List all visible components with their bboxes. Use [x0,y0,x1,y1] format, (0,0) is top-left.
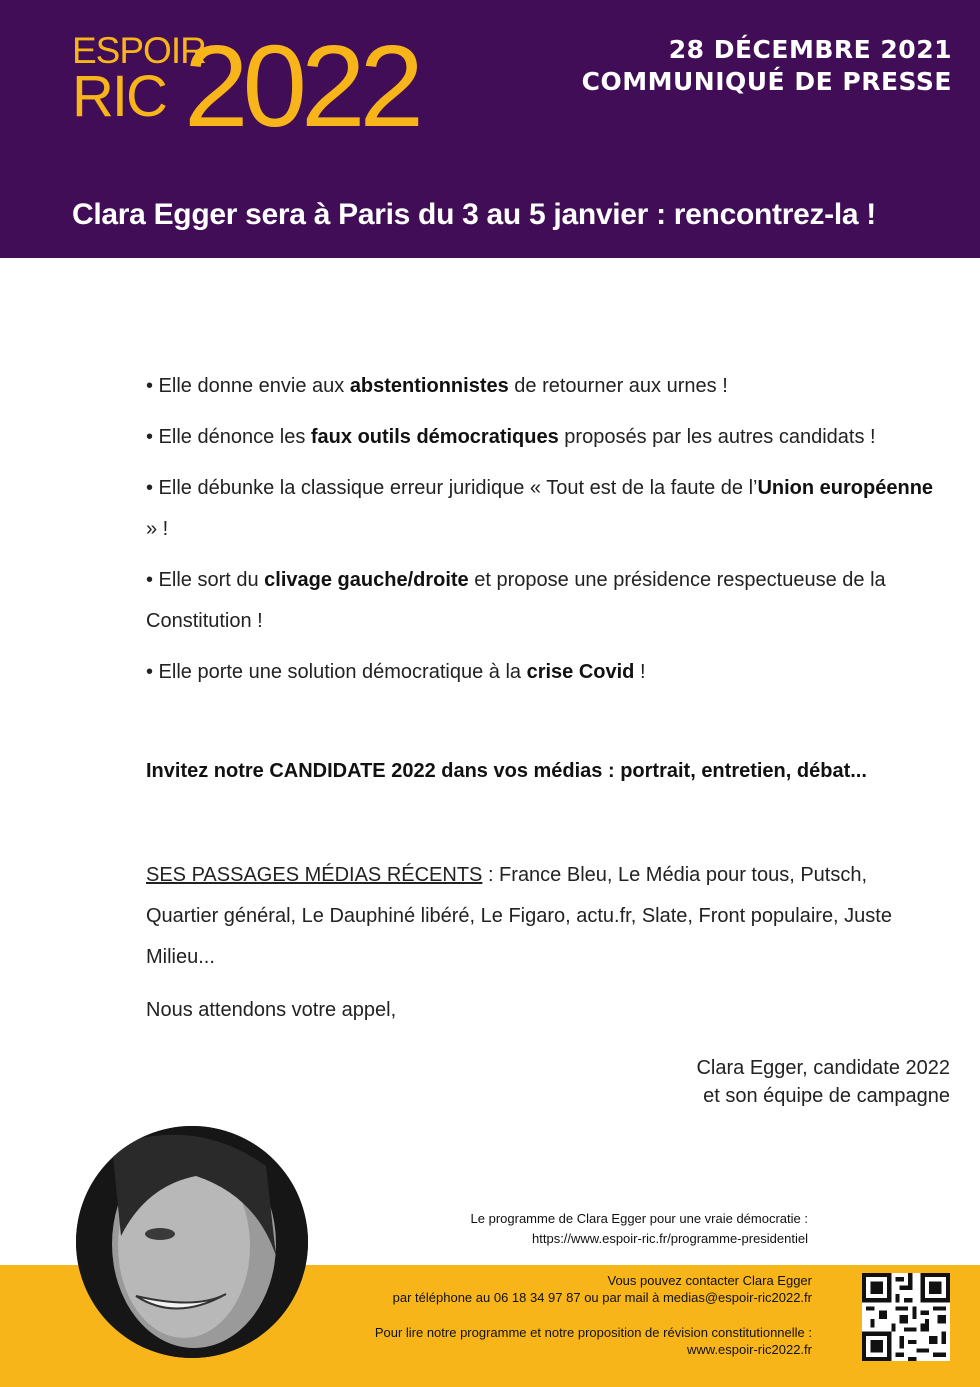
logo-espoir: ESPOIR [72,30,206,71]
read-text: Pour lire notre programme et notre proposition de révision constitutionnelle : [374,1325,812,1340]
bullet-item: • Elle dénonce les faux outils démocratiques proposés par les autres candidats ! [146,426,876,448]
program-info [471,1209,808,1249]
bullet-item: • Elle donne envie aux abstentionnistes de retourner aux urnes ! [146,375,728,397]
read-program-info [375,1324,812,1358]
recent-media-paragraph [146,855,936,978]
qr-code-icon[interactable] [862,1273,950,1361]
recent-media-label: SES PASSAGES MÉDIAS RÉCENTS [146,864,483,886]
header-banner [0,0,980,258]
contact-text: Vous pouvez contacter Clara Egger [607,1273,812,1288]
date-block [582,34,952,98]
release-date: 28 DÉCEMBRE 2021 [668,35,952,64]
bullet-item: • Elle porte une solution démocratique à la crise Covid ! [146,661,646,683]
bullet-item: • Elle débunke la classique erreur juridique « Tout est de la faute de l’Union européenne » ! [146,477,934,540]
bullet-item: • Elle sort du clivage gauche/droite et propose une présidence respectueuse de la Constitution ! [146,569,886,632]
logo-year: 2022 [184,21,419,151]
contact-details[interactable]: par téléphone au 06 18 34 97 87 ou par mail à medias@espoir-ric2022.fr [392,1290,812,1305]
read-url[interactable]: www.espoir-ric2022.fr [687,1342,812,1357]
headline: Clara Egger sera à Paris du 3 au 5 janvier : rencontrez-la ! [72,198,876,231]
document-type: COMMUNIQUÉ DE PRESSE [581,67,952,96]
program-text: Le programme de Clara Egger pour une vraie démocratie : [470,1211,808,1226]
logo-ric: RIC [72,64,166,129]
invitation-line: Invitez notre CANDIDATE 2022 dans vos médias : portrait, entretien, débat... [146,760,867,782]
bullet-list [146,366,946,703]
candidate-photo [76,1126,308,1358]
recent-media-list: : France Bleu, Le Média pour tous, Putsch, Quartier général, Le Dauphiné libéré, Le Figaro, actu.fr, Slate, Front populaire, Juste Milieu... [146,864,892,968]
signature [696,1054,950,1110]
program-url[interactable]: https://www.espoir-ric.fr/programme-presidentiel [532,1231,808,1246]
signature-line-2: et son équipe de campagne [703,1085,950,1107]
signature-line-1: Clara Egger, candidate 2022 [696,1057,950,1079]
contact-info [393,1272,812,1306]
closing-line: Nous attendons votre appel, [146,999,397,1021]
